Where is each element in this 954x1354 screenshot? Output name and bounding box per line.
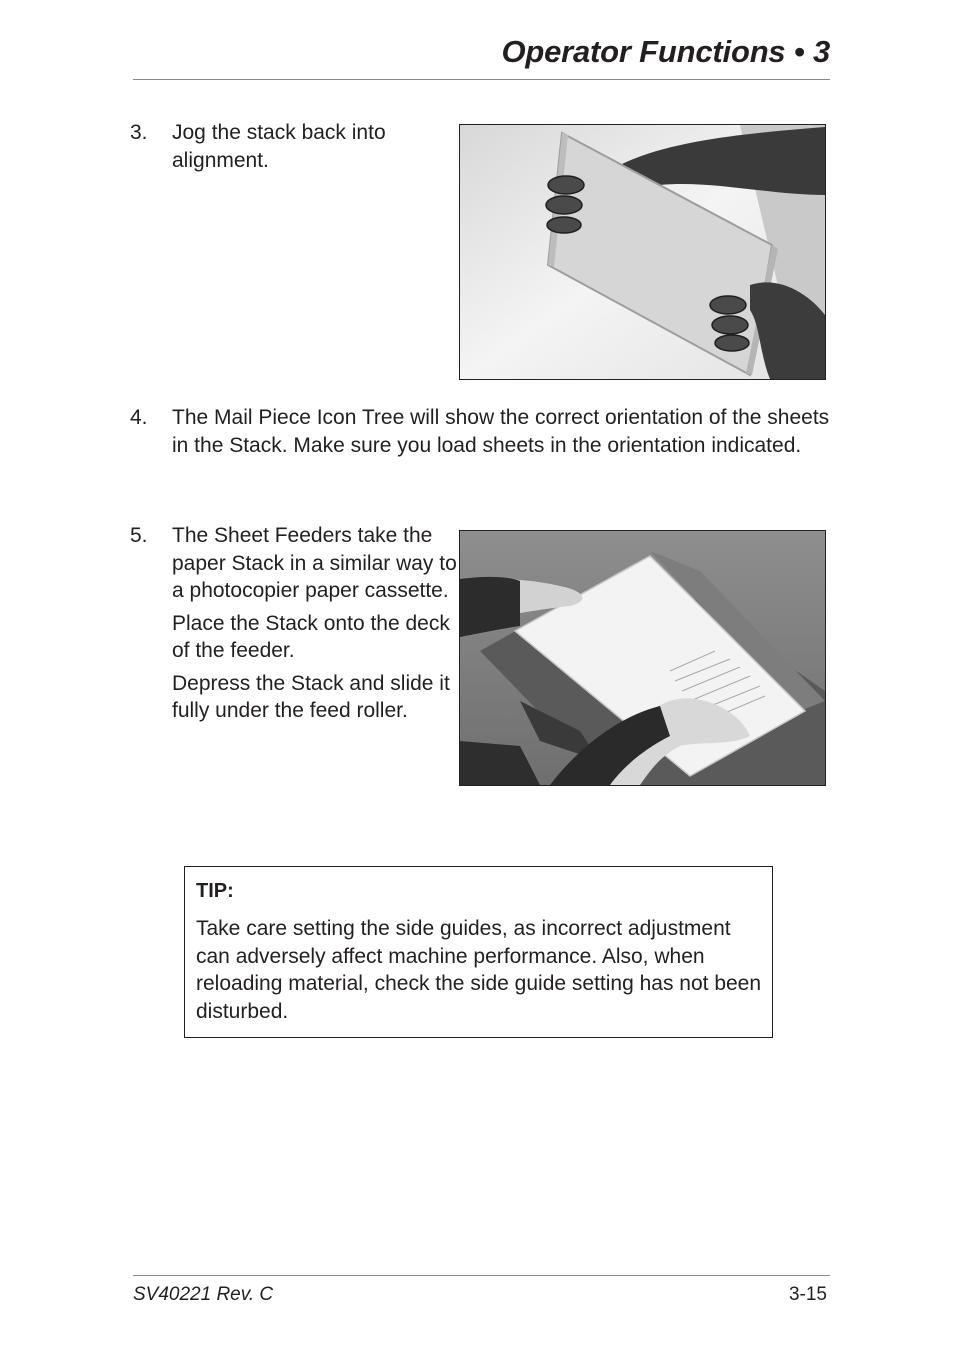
page-header-title: Operator Functions • 3 — [501, 34, 830, 69]
step-number: 3. — [130, 121, 148, 144]
step-text: The Sheet Feeders take the paper Stack in a similar way to a photocopier paper cassette. — [172, 524, 457, 602]
footer-rule — [133, 1275, 830, 1276]
page-number: 3-15 — [788, 1284, 827, 1305]
step-body — [172, 404, 832, 459]
document-id: SV40221 Rev. C — [133, 1284, 274, 1305]
tip-box — [184, 866, 773, 1038]
jog-stack-illustration — [460, 125, 825, 379]
load-feeder-photo — [459, 530, 826, 786]
step-text: Depress the Stack and slide it fully under the feed roller. — [172, 671, 450, 722]
step-number: 5. — [130, 524, 148, 547]
step-text: The Mail Piece Icon Tree will show the correct orientation of the sheets in the Stack. Make sure you load sheets in the orientation indicated. — [172, 406, 830, 457]
step-body — [172, 522, 457, 725]
step-text: Jog the stack back into alignment. — [172, 121, 386, 172]
step-number: 4. — [130, 406, 148, 429]
load-feeder-illustration — [460, 531, 825, 785]
step-body — [172, 119, 452, 174]
step-text: Place the Stack onto the deck of the feeder. — [172, 611, 450, 662]
tip-label: TIP: — [196, 880, 234, 902]
jog-stack-photo — [459, 124, 826, 380]
tip-text: Take care setting the side guides, as incorrect adjustment can adversely affect machine performance. Also, when reloading material, check the side guide setting has not been disturbed. — [196, 917, 762, 1023]
header-rule — [133, 79, 830, 80]
